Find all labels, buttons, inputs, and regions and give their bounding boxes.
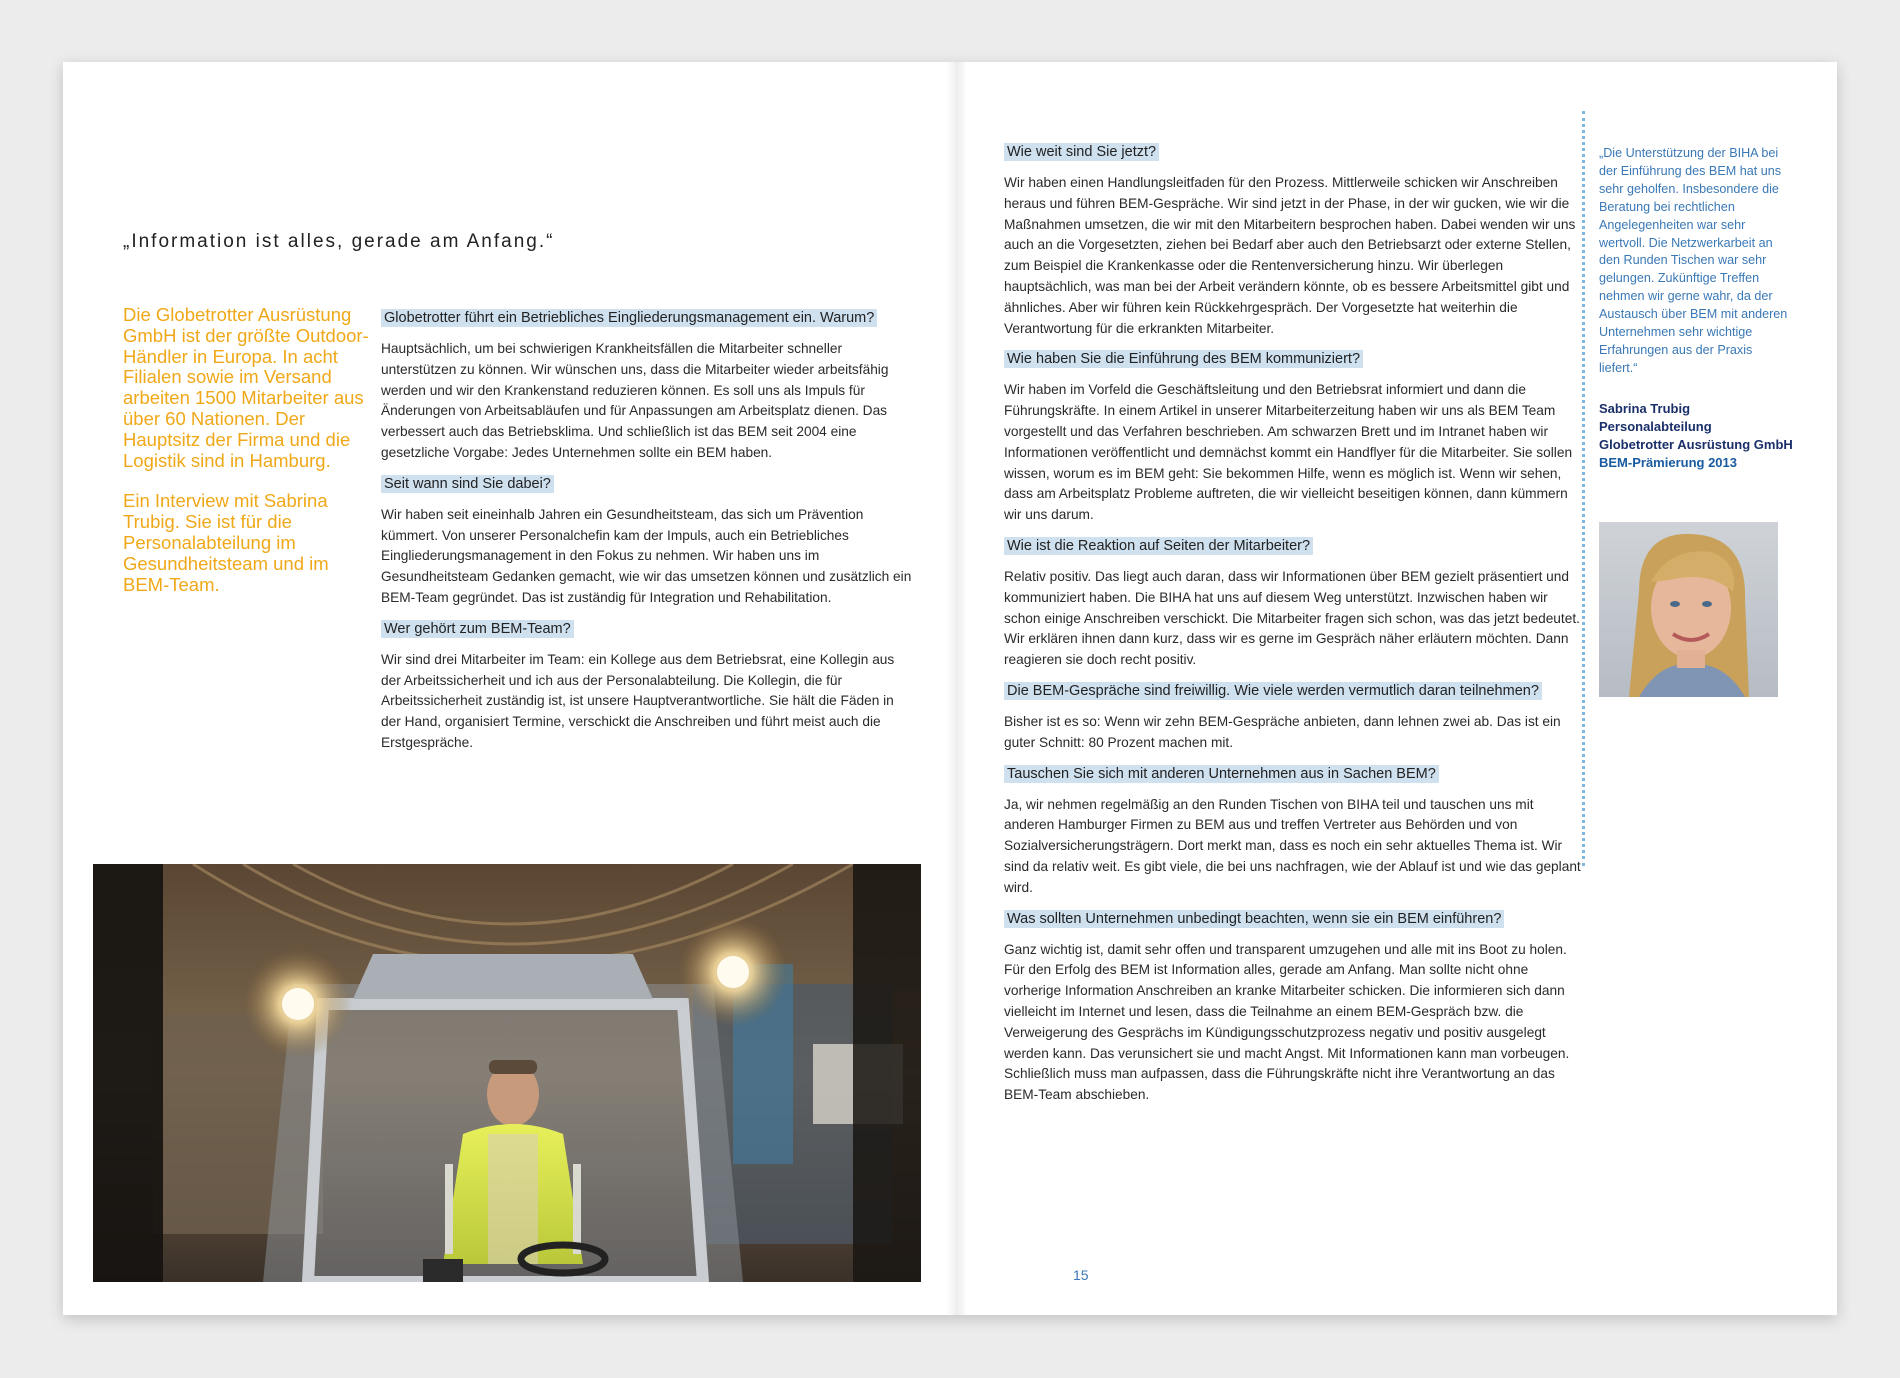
page-number: 15 xyxy=(1073,1267,1089,1283)
answer: Ganz wichtig ist, damit sehr offen und transparent umzugehen und alle mit ins Boot zu holen. Für den Erfolg des BEM ist Information alles, gerade am Anfang. Man sollte nicht ohne vorherige Information Anschreiben an kranke Mitarbeiter schicken. Die informieren sich dann vielleicht im Internet und lesen, dass die Teilnahme an einem BEM-Gespräch bzw. die Verweigerung des Gesprächs im Kündigungsschutzprozess negativ und positiv ausgelegt werden kann. Das verunsichert sie und macht Angst. Mit Informationen kann man vorbeugen. Schließlich muss man aufpassen, dass die Führungskräfte nicht ihre Verantwortung an das BEM-Team abschieben. xyxy=(1004,941,1570,1103)
person-name: Sabrina Trubig xyxy=(1599,401,1691,416)
question: Wie haben Sie die Einführung des BEM kommuniziert? xyxy=(1004,350,1363,368)
answer: Wir sind drei Mitarbeiter im Team: ein Kollege aus dem Betriebsrat, eine Kollegin aus der Arbeitssicherheit und ich aus der Personalabteilung. Die Kollegin, die für Arbeitssicherheit zuständig ist, ist unsere Hauptverantwortliche. Sie hält die Fäden in der Hand, organisiert Termine, verschickt die Anschreiben und führt meist auch die Erstgespräche. xyxy=(381,651,895,750)
magazine-spread xyxy=(63,62,1837,1315)
question: Wer gehört zum BEM-Team? xyxy=(381,620,574,638)
question: Tauschen Sie sich mit anderen Unternehmen aus in Sachen BEM? xyxy=(1004,765,1439,783)
answer: Bisher ist es so: Wenn wir zehn BEM-Gespräche anbieten, dann lehnen zwei ab. Das ist ein guter Schnitt: 80 Prozent machen mit. xyxy=(1004,713,1561,750)
interview-column-left xyxy=(381,307,915,763)
question: Wie ist die Reaktion auf Seiten der Mitarbeiter? xyxy=(1004,537,1313,555)
page-gutter xyxy=(947,62,965,1315)
answer: Wir haben einen Handlungsleitfaden für den Prozess. Mittlerweile schicken wir Anschreiben heraus und führen BEM-Gespräche. Wir sind jetzt in der Phase, in der wir gucken, wie wir die Maßnahmen umsetzen, die wir mit den Mitarbeitern besprochen haben. Dabei wenden wir uns auch an die Vorgesetzten, ziehen bei Bedarf aber auch den Betriebsarzt oder externe Stellen, zum Beispiel die Krankenkasse oder die Rentenversicherung hinzu. Wir überlegen hauptsächlich, was man bei der Arbeit verändern könnte, ob es bessere Arbeitsmittel gibt und ähnliches. Aber wir führen kein Rückkehrgespräch. Der Vorgesetzte hat weiterhin die Verantwortung für die erkrankten Mitarbeiter. xyxy=(1004,175,1576,336)
question: Globetrotter führt ein Betriebliches Eingliederungsmanagement ein. Warum? xyxy=(381,309,877,327)
question: Die BEM-Gespräche sind freiwillig. Wie viele werden vermutlich daran teilnehmen? xyxy=(1004,682,1542,700)
pull-quote-title: „Information ist alles, gerade am Anfang.“ xyxy=(123,231,555,252)
person-department: Personalabteilung xyxy=(1599,419,1712,434)
forklift-photo xyxy=(93,864,921,1282)
award-label: BEM-Prämierung 2013 xyxy=(1599,455,1737,470)
intro-text xyxy=(123,305,373,615)
intro-interview-paragraph: Ein Interview mit Sabrina Trubig. Sie ist für die Personalabteilung im Gesundheitsteam und im BEM-Team. xyxy=(123,490,329,595)
testimonial-attribution xyxy=(1599,400,1799,472)
testimonial-quote: „Die Unterstützung der BIHA bei der Einführung des BEM hat uns sehr geholfen. Insbesondere die Beratung bei rechtlichen Angelegenheiten war sehr wertvoll. Die Netzwerkarbeit an den Runden Tischen war sehr gelungen. Zukünftige Treffen nehmen wir gerne wahr, da der Austausch über BEM mit anderen Unternehmen sehr wichtige Erfahrungen aus der Praxis liefert.“ xyxy=(1599,146,1788,375)
question: Wie weit sind Sie jetzt? xyxy=(1004,143,1159,161)
intro-company-paragraph: Die Globetrotter Ausrüstung GmbH ist der größte Outdoor-Händler in Europa. In acht Filialen sowie im Versand arbeiten 1500 Mitarbeiter aus über 60 Nationen. Der Hauptsitz der Firma und die Logistik sind in Hamburg. xyxy=(123,304,369,471)
interview-column-right xyxy=(1004,141,1582,1115)
question: Seit wann sind Sie dabei? xyxy=(381,475,554,493)
answer: Wir haben seit eineinhalb Jahren ein Gesundheitsteam, das sich um Prävention kümmert. Von unserer Personalchefin kam der Impuls, auch ein Betriebliches Eingliederungsmanagement in den Fokus zu nehmen. Wir haben uns im Gesundheitsteam Gedanken gemacht, wie wir das umsetzen können und zusätzlich ein BEM-Team gegründet. Das ist zuständig für Integration und Rehabilitation. xyxy=(381,506,912,605)
dotted-divider xyxy=(1582,111,1585,866)
question: Was sollten Unternehmen unbedingt beachten, wenn sie ein BEM einführen? xyxy=(1004,910,1504,928)
answer: Relativ positiv. Das liegt auch daran, dass wir Informationen über BEM gezielt präsentiert und kommuniziert haben. Die BIHA hat uns auf diesem Weg unterstützt. Inzwischen haben wir schon einige Anschreiben verschickt. Die Mitarbeiter fragen sich schon, was das jetzt bedeutet. Wir erklären ihnen dann kurz, dass wir es gerne im Gespräch näher erläutern möchten. Dann reagieren sie doch recht positiv. xyxy=(1004,568,1580,668)
person-company: Globetrotter Ausrüstung GmbH xyxy=(1599,437,1793,452)
answer: Hauptsächlich, um bei schwierigen Krankheitsfällen die Mitarbeiter schneller unterstützen zu können. Wir wünschen uns, dass die Mitarbeiter wieder arbeitsfähig werden und wir den Krankenstand reduzieren können. Es soll uns als Impuls für Änderungen von Arbeitsabläufen und für Anpassungen am Arbeitsplatz dienen. Das verbessert auch das Betriebsklima. Und schließlich ist das BEM seit 2004 eine gesetzliche Vorgabe: Jedes Unternehmen sollte ein BEM haben. xyxy=(381,341,889,460)
portrait-photo xyxy=(1599,522,1778,697)
answer: Ja, wir nehmen regelmäßig an den Runden Tischen von BIHA teil und tauschen uns mit anderen Hamburger Firmen zu BEM aus und treffen Vertreter aus Behörden und von Sozialversicherungsträgern. Dort merkt man, dass es noch ein sehr aktuelles Thema ist. Wir sind da relativ weit. Es gibt viele, die bei uns nachfragen, wie der Ablauf ist und wie das geplant wird. xyxy=(1004,796,1581,895)
answer: Wir haben im Vorfeld die Geschäftsleitung und den Betriebsrat informiert und dann die Führungskräfte. In einem Artikel in unserer Mitarbeiterzeitung haben wir uns als BEM Team vorgestellt und das Verfahren beschrieben. Am schwarzen Brett und im Intranet haben wir Informationen veröffentlicht und demnächst kommt ein Handflyer für die Mitarbeiter. Sie sollen wissen, worum es im BEM geht: Sie bekommen Hilfe, wenn es möglich ist. Wenn wir sehen, dass am Arbeitsplatz Probleme auftreten, die wir vielleicht beseitigen können, dann kümmern wir uns darum. xyxy=(1004,382,1573,523)
